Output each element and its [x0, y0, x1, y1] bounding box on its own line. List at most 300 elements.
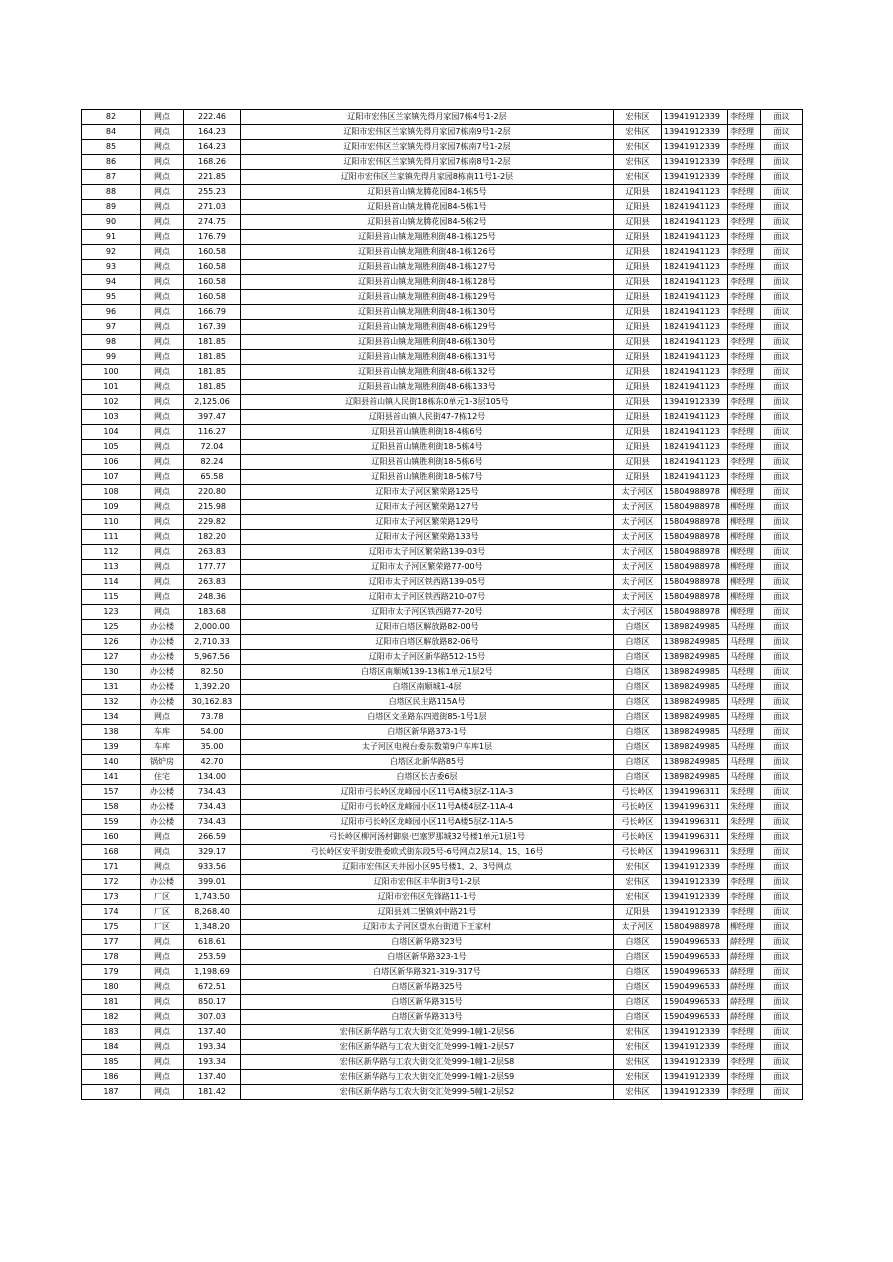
district-cell: 白塔区: [614, 695, 662, 710]
contact-phone-cell: 18241941123: [662, 260, 728, 275]
table-row: [82, 605, 803, 620]
address-cell: 宏伟区新华路与工农大街交汇处999-5幢1-2层S2: [241, 1085, 614, 1100]
table-row: [82, 290, 803, 305]
contact-person-cell: 薛经理: [728, 995, 761, 1010]
contact-person-cell: 李经理: [728, 245, 761, 260]
price-negotiable-cell: 面议: [761, 965, 803, 980]
area-value-cell: 2,125.06: [184, 395, 241, 410]
address-cell: 弓长岭区安平街安胜委欧式街东段5号-6号网点2层14、15、16号: [241, 845, 614, 860]
district-cell: 白塔区: [614, 755, 662, 770]
row-number-cell: 141: [82, 770, 141, 785]
table-row: [82, 260, 803, 275]
table-row: [82, 440, 803, 455]
table-row: [82, 680, 803, 695]
property-type-cell: 网点: [141, 590, 184, 605]
address-cell: 弓长岭区柳河汤村御泉·巴塞罗那城32号楼1单元1层1号: [241, 830, 614, 845]
property-type-cell: 网点: [141, 545, 184, 560]
address-cell: 辽阳县首山镇龙腾花园84-1栋5号: [241, 185, 614, 200]
table-row: [82, 185, 803, 200]
address-cell: 辽阳县首山镇龙翔胜利街48-1栋130号: [241, 305, 614, 320]
address-cell: 辽阳县首山镇龙翔胜利街48-6栋131号: [241, 350, 614, 365]
area-value-cell: 253.59: [184, 950, 241, 965]
contact-phone-cell: 13898249985: [662, 770, 728, 785]
district-cell: 白塔区: [614, 950, 662, 965]
table-row: [82, 950, 803, 965]
table-row: [82, 110, 803, 125]
row-number-cell: 180: [82, 980, 141, 995]
contact-phone-cell: 15904996533: [662, 995, 728, 1010]
price-negotiable-cell: 面议: [761, 485, 803, 500]
area-value-cell: 248.36: [184, 590, 241, 605]
contact-phone-cell: 18241941123: [662, 290, 728, 305]
contact-phone-cell: 13941912339: [662, 860, 728, 875]
price-negotiable-cell: 面议: [761, 470, 803, 485]
address-cell: 辽阳县首山镇龙翔胜利街48-1栋125号: [241, 230, 614, 245]
contact-person-cell: 柳经理: [728, 545, 761, 560]
district-cell: 白塔区: [614, 620, 662, 635]
contact-person-cell: 马经理: [728, 710, 761, 725]
row-number-cell: 115: [82, 590, 141, 605]
contact-person-cell: 朱经理: [728, 785, 761, 800]
address-cell: 辽阳市太子河区繁荣路77-00号: [241, 560, 614, 575]
property-type-cell: 网点: [141, 215, 184, 230]
price-negotiable-cell: 面议: [761, 620, 803, 635]
row-number-cell: 174: [82, 905, 141, 920]
price-negotiable-cell: 面议: [761, 110, 803, 125]
contact-phone-cell: 18241941123: [662, 275, 728, 290]
area-value-cell: 181.85: [184, 335, 241, 350]
row-number-cell: 134: [82, 710, 141, 725]
price-negotiable-cell: 面议: [761, 245, 803, 260]
row-number-cell: 89: [82, 200, 141, 215]
district-cell: 宏伟区: [614, 875, 662, 890]
property-type-cell: 网点: [141, 335, 184, 350]
area-value-cell: 183.68: [184, 605, 241, 620]
contact-person-cell: 李经理: [728, 185, 761, 200]
address-cell: 辽阳市太子河区繁荣路125号: [241, 485, 614, 500]
row-number-cell: 132: [82, 695, 141, 710]
table-row: [82, 935, 803, 950]
area-value-cell: 168.26: [184, 155, 241, 170]
area-value-cell: 137.40: [184, 1070, 241, 1085]
address-cell: 辽阳市宏伟区兰家镇先得月家园7栋南7号1-2层: [241, 140, 614, 155]
price-negotiable-cell: 面议: [761, 200, 803, 215]
area-value-cell: 160.58: [184, 245, 241, 260]
contact-phone-cell: 18241941123: [662, 245, 728, 260]
property-type-cell: 网点: [141, 305, 184, 320]
contact-person-cell: 薛经理: [728, 1010, 761, 1025]
address-cell: 辽阳县首山镇人民街18栋东0单元1-3层105号: [241, 395, 614, 410]
property-type-cell: 办公楼: [141, 785, 184, 800]
contact-phone-cell: 18241941123: [662, 410, 728, 425]
row-number-cell: 96: [82, 305, 141, 320]
contact-phone-cell: 13941912339: [662, 1070, 728, 1085]
price-negotiable-cell: 面议: [761, 500, 803, 515]
area-value-cell: 72.04: [184, 440, 241, 455]
property-type-cell: 厂区: [141, 890, 184, 905]
contact-phone-cell: 13941912339: [662, 875, 728, 890]
contact-phone-cell: 13941996311: [662, 830, 728, 845]
row-number-cell: 140: [82, 755, 141, 770]
table-row: [82, 1025, 803, 1040]
price-negotiable-cell: 面议: [761, 215, 803, 230]
table-row: [82, 380, 803, 395]
area-value-cell: 181.85: [184, 350, 241, 365]
property-type-cell: 网点: [141, 935, 184, 950]
address-cell: 辽阳县首山镇龙翔胜利街48-6栋132号: [241, 365, 614, 380]
property-type-cell: 网点: [141, 515, 184, 530]
contact-phone-cell: 13941912339: [662, 1055, 728, 1070]
area-value-cell: 35.00: [184, 740, 241, 755]
area-value-cell: 176.79: [184, 230, 241, 245]
table-row: [82, 665, 803, 680]
property-type-cell: 网点: [141, 230, 184, 245]
contact-phone-cell: 15804988978: [662, 485, 728, 500]
contact-phone-cell: 15904996533: [662, 980, 728, 995]
property-type-cell: 网点: [141, 200, 184, 215]
contact-person-cell: 李经理: [728, 425, 761, 440]
address-cell: 太子河区电视台委东数第9户车库1层: [241, 740, 614, 755]
property-type-cell: 网点: [141, 275, 184, 290]
contact-person-cell: 李经理: [728, 200, 761, 215]
row-number-cell: 175: [82, 920, 141, 935]
row-number-cell: 88: [82, 185, 141, 200]
price-negotiable-cell: 面议: [761, 455, 803, 470]
contact-phone-cell: 13898249985: [662, 710, 728, 725]
address-cell: 辽阳市宏伟区兰家镇先得月家园8栋南11号1-2层: [241, 170, 614, 185]
table-row: [82, 1055, 803, 1070]
district-cell: 辽阳县: [614, 350, 662, 365]
district-cell: 白塔区: [614, 965, 662, 980]
address-cell: 白塔区新华路325号: [241, 980, 614, 995]
table-row: [82, 410, 803, 425]
property-type-cell: 网点: [141, 110, 184, 125]
contact-person-cell: 马经理: [728, 695, 761, 710]
area-value-cell: 672.51: [184, 980, 241, 995]
district-cell: 辽阳县: [614, 275, 662, 290]
row-number-cell: 183: [82, 1025, 141, 1040]
row-number-cell: 84: [82, 125, 141, 140]
property-type-cell: 网点: [141, 830, 184, 845]
property-type-cell: 网点: [141, 965, 184, 980]
price-negotiable-cell: 面议: [761, 860, 803, 875]
address-cell: 辽阳市太子河区铁西路210-07号: [241, 590, 614, 605]
district-cell: 辽阳县: [614, 380, 662, 395]
district-cell: 白塔区: [614, 635, 662, 650]
area-value-cell: 2,710.33: [184, 635, 241, 650]
contact-person-cell: 李经理: [728, 260, 761, 275]
district-cell: 宏伟区: [614, 110, 662, 125]
price-negotiable-cell: 面议: [761, 1085, 803, 1100]
district-cell: 宏伟区: [614, 1040, 662, 1055]
area-value-cell: 181.42: [184, 1085, 241, 1100]
price-negotiable-cell: 面议: [761, 335, 803, 350]
contact-phone-cell: 15804988978: [662, 515, 728, 530]
area-value-cell: 1,392.20: [184, 680, 241, 695]
price-negotiable-cell: 面议: [761, 980, 803, 995]
table-row: [82, 230, 803, 245]
property-type-cell: 网点: [141, 245, 184, 260]
table-row: [82, 695, 803, 710]
table-row: [82, 620, 803, 635]
table-row: [82, 125, 803, 140]
contact-person-cell: 李经理: [728, 905, 761, 920]
area-value-cell: 220.80: [184, 485, 241, 500]
district-cell: 太子河区: [614, 515, 662, 530]
price-negotiable-cell: 面议: [761, 545, 803, 560]
district-cell: 辽阳县: [614, 365, 662, 380]
contact-phone-cell: 13898249985: [662, 680, 728, 695]
address-cell: 辽阳市太子河区繁荣路129号: [241, 515, 614, 530]
row-number-cell: 95: [82, 290, 141, 305]
area-value-cell: 2,000.00: [184, 620, 241, 635]
address-cell: 白塔区新华路323号: [241, 935, 614, 950]
contact-person-cell: 柳经理: [728, 605, 761, 620]
area-value-cell: 850.17: [184, 995, 241, 1010]
price-negotiable-cell: 面议: [761, 845, 803, 860]
address-cell: 辽阳市宏伟区兰家镇先得月家园7栋4号1-2层: [241, 110, 614, 125]
address-cell: 宏伟区新华路与工农大街交汇处999-1幢1-2层S7: [241, 1040, 614, 1055]
property-type-cell: 网点: [141, 440, 184, 455]
row-number-cell: 130: [82, 665, 141, 680]
row-number-cell: 157: [82, 785, 141, 800]
row-number-cell: 112: [82, 545, 141, 560]
property-type-cell: 网点: [141, 980, 184, 995]
address-cell: 辽阳县刘二堡镇刘中路21号: [241, 905, 614, 920]
price-negotiable-cell: 面议: [761, 575, 803, 590]
area-value-cell: 42.70: [184, 755, 241, 770]
property-type-cell: 网点: [141, 380, 184, 395]
contact-phone-cell: 18241941123: [662, 320, 728, 335]
address-cell: 辽阳市宏伟区丰华街3号1-2层: [241, 875, 614, 890]
price-negotiable-cell: 面议: [761, 725, 803, 740]
property-type-cell: 网点: [141, 365, 184, 380]
contact-person-cell: 马经理: [728, 740, 761, 755]
row-number-cell: 90: [82, 215, 141, 230]
area-value-cell: 164.23: [184, 140, 241, 155]
price-negotiable-cell: 面议: [761, 275, 803, 290]
contact-phone-cell: 18241941123: [662, 185, 728, 200]
contact-phone-cell: 15804988978: [662, 920, 728, 935]
property-type-cell: 网点: [141, 170, 184, 185]
property-type-cell: 网点: [141, 950, 184, 965]
contact-person-cell: 马经理: [728, 620, 761, 635]
district-cell: 辽阳县: [614, 245, 662, 260]
contact-phone-cell: 18241941123: [662, 200, 728, 215]
price-negotiable-cell: 面议: [761, 740, 803, 755]
table-row: [82, 215, 803, 230]
contact-phone-cell: 13941912339: [662, 1085, 728, 1100]
district-cell: 辽阳县: [614, 440, 662, 455]
row-number-cell: 97: [82, 320, 141, 335]
property-type-cell: 网点: [141, 1010, 184, 1025]
address-cell: 辽阳市弓长岭区龙峰园小区11号A楼3层Z-11A-3: [241, 785, 614, 800]
price-negotiable-cell: 面议: [761, 185, 803, 200]
contact-phone-cell: 15804988978: [662, 605, 728, 620]
property-type-cell: 锅炉房: [141, 755, 184, 770]
price-negotiable-cell: 面议: [761, 125, 803, 140]
area-value-cell: 399.01: [184, 875, 241, 890]
property-type-cell: 网点: [141, 605, 184, 620]
property-type-cell: 网点: [141, 350, 184, 365]
row-number-cell: 100: [82, 365, 141, 380]
area-value-cell: 181.85: [184, 380, 241, 395]
price-negotiable-cell: 面议: [761, 1055, 803, 1070]
contact-phone-cell: 13941912339: [662, 140, 728, 155]
contact-person-cell: 朱经理: [728, 830, 761, 845]
address-cell: 辽阳市太子河区繁荣路139-03号: [241, 545, 614, 560]
contact-phone-cell: 13941996311: [662, 785, 728, 800]
table-row: [82, 725, 803, 740]
table-row: [82, 785, 803, 800]
price-negotiable-cell: 面议: [761, 890, 803, 905]
table-row: [82, 830, 803, 845]
price-negotiable-cell: 面议: [761, 140, 803, 155]
price-negotiable-cell: 面议: [761, 770, 803, 785]
property-type-cell: 网点: [141, 425, 184, 440]
contact-phone-cell: 13898249985: [662, 740, 728, 755]
price-negotiable-cell: 面议: [761, 950, 803, 965]
row-number-cell: 125: [82, 620, 141, 635]
row-number-cell: 102: [82, 395, 141, 410]
table-row: [82, 890, 803, 905]
area-value-cell: 193.34: [184, 1055, 241, 1070]
address-cell: 辽阳市宏伟区兰家镇先得月家园7栋南8号1-2层: [241, 155, 614, 170]
contact-person-cell: 马经理: [728, 770, 761, 785]
row-number-cell: 104: [82, 425, 141, 440]
property-type-cell: 网点: [141, 710, 184, 725]
district-cell: 宏伟区: [614, 1025, 662, 1040]
contact-phone-cell: 18241941123: [662, 440, 728, 455]
property-type-cell: 网点: [141, 1085, 184, 1100]
property-type-cell: 网点: [141, 860, 184, 875]
price-negotiable-cell: 面议: [761, 560, 803, 575]
row-number-cell: 187: [82, 1085, 141, 1100]
district-cell: 白塔区: [614, 680, 662, 695]
area-value-cell: 177.77: [184, 560, 241, 575]
row-number-cell: 184: [82, 1040, 141, 1055]
contact-phone-cell: 15904996533: [662, 965, 728, 980]
district-cell: 太子河区: [614, 560, 662, 575]
property-type-cell: 车库: [141, 740, 184, 755]
district-cell: 辽阳县: [614, 395, 662, 410]
table-row: [82, 740, 803, 755]
address-cell: 辽阳县首山镇人民街47-7栋12号: [241, 410, 614, 425]
price-negotiable-cell: 面议: [761, 530, 803, 545]
row-number-cell: 99: [82, 350, 141, 365]
area-value-cell: 167.39: [184, 320, 241, 335]
contact-phone-cell: 18241941123: [662, 305, 728, 320]
contact-person-cell: 朱经理: [728, 815, 761, 830]
district-cell: 太子河区: [614, 545, 662, 560]
contact-phone-cell: 15804988978: [662, 590, 728, 605]
contact-phone-cell: 18241941123: [662, 380, 728, 395]
row-number-cell: 182: [82, 1010, 141, 1025]
contact-person-cell: 李经理: [728, 410, 761, 425]
contact-person-cell: 李经理: [728, 290, 761, 305]
address-cell: 白塔区新华路323-1号: [241, 950, 614, 965]
address-cell: 辽阳县首山镇龙翔胜利街48-1栋127号: [241, 260, 614, 275]
contact-phone-cell: 13941996311: [662, 815, 728, 830]
contact-phone-cell: 13941912339: [662, 1025, 728, 1040]
price-negotiable-cell: 面议: [761, 1025, 803, 1040]
contact-person-cell: 李经理: [728, 125, 761, 140]
row-number-cell: 94: [82, 275, 141, 290]
contact-person-cell: 薛经理: [728, 935, 761, 950]
contact-person-cell: 柳经理: [728, 515, 761, 530]
property-type-cell: 网点: [141, 410, 184, 425]
price-negotiable-cell: 面议: [761, 170, 803, 185]
price-negotiable-cell: 面议: [761, 875, 803, 890]
contact-phone-cell: 18241941123: [662, 425, 728, 440]
contact-person-cell: 李经理: [728, 335, 761, 350]
area-value-cell: 397.47: [184, 410, 241, 425]
row-number-cell: 92: [82, 245, 141, 260]
property-type-cell: 办公楼: [141, 695, 184, 710]
row-number-cell: 123: [82, 605, 141, 620]
address-cell: 辽阳市太子河区望水台街道下王家村: [241, 920, 614, 935]
property-type-cell: 网点: [141, 470, 184, 485]
row-number-cell: 93: [82, 260, 141, 275]
table-row: [82, 800, 803, 815]
contact-person-cell: 李经理: [728, 890, 761, 905]
contact-person-cell: 李经理: [728, 455, 761, 470]
property-type-cell: 网点: [141, 155, 184, 170]
price-negotiable-cell: 面议: [761, 260, 803, 275]
price-negotiable-cell: 面议: [761, 755, 803, 770]
district-cell: 弓长岭区: [614, 785, 662, 800]
contact-person-cell: 柳经理: [728, 575, 761, 590]
contact-person-cell: 李经理: [728, 395, 761, 410]
table-row: [82, 200, 803, 215]
table-row: [82, 1040, 803, 1055]
price-negotiable-cell: 面议: [761, 665, 803, 680]
area-value-cell: 1,198.69: [184, 965, 241, 980]
price-negotiable-cell: 面议: [761, 995, 803, 1010]
table-row: [82, 635, 803, 650]
table-row: [82, 335, 803, 350]
address-cell: 辽阳县首山镇龙翔胜利街48-6栋129号: [241, 320, 614, 335]
row-number-cell: 178: [82, 950, 141, 965]
contact-person-cell: 李经理: [728, 380, 761, 395]
address-cell: 辽阳市太子河区繁荣路127号: [241, 500, 614, 515]
district-cell: 弓长岭区: [614, 800, 662, 815]
district-cell: 太子河区: [614, 530, 662, 545]
address-cell: 辽阳县首山镇龙腾花园84-5栋2号: [241, 215, 614, 230]
contact-phone-cell: 18241941123: [662, 455, 728, 470]
price-negotiable-cell: 面议: [761, 785, 803, 800]
property-type-cell: 网点: [141, 455, 184, 470]
contact-person-cell: 柳经理: [728, 920, 761, 935]
contact-person-cell: 柳经理: [728, 500, 761, 515]
contact-phone-cell: 18241941123: [662, 335, 728, 350]
district-cell: 白塔区: [614, 710, 662, 725]
district-cell: 白塔区: [614, 770, 662, 785]
contact-phone-cell: 13941912339: [662, 155, 728, 170]
contact-phone-cell: 13941912339: [662, 905, 728, 920]
property-type-cell: 网点: [141, 575, 184, 590]
contact-person-cell: 李经理: [728, 110, 761, 125]
row-number-cell: 138: [82, 725, 141, 740]
row-number-cell: 168: [82, 845, 141, 860]
district-cell: 太子河区: [614, 920, 662, 935]
contact-phone-cell: 15804988978: [662, 560, 728, 575]
property-type-cell: 网点: [141, 995, 184, 1010]
property-type-cell: 网点: [141, 560, 184, 575]
table-row: [82, 170, 803, 185]
contact-person-cell: 李经理: [728, 140, 761, 155]
district-cell: 宏伟区: [614, 1055, 662, 1070]
